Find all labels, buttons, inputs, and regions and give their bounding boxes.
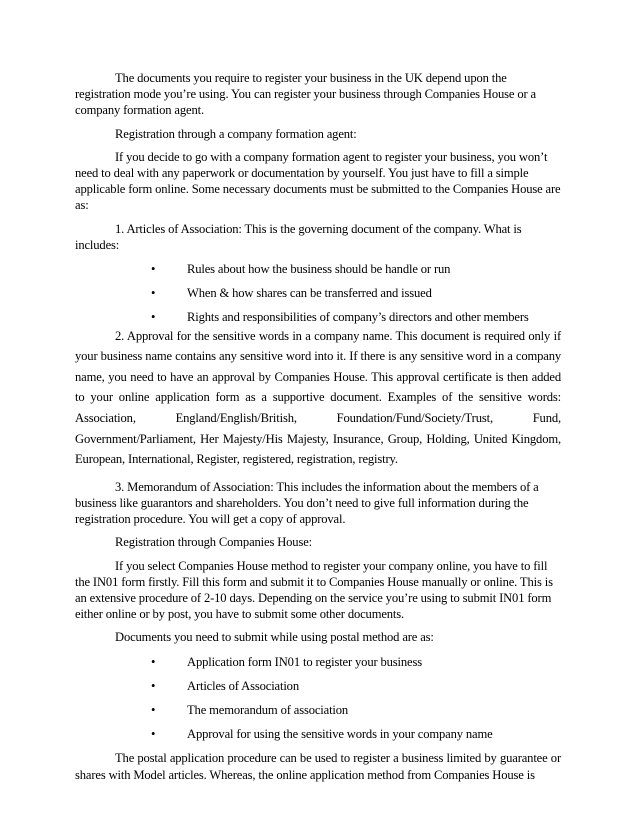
list-item-text: Approval for using the sensitive words in your company name xyxy=(187,727,493,742)
list-item-text: Application form IN01 to register your business xyxy=(187,654,422,669)
postal-intro-paragraph: Documents you need to submit while using postal method are as: xyxy=(115,630,434,645)
list-item-text: When & how shares can be transferred and issued xyxy=(187,286,432,301)
approval-paragraph: 2. Approval for the sensitive words in a company name. This document is required only if your business name contains any sensitive word into it. If there is any sensitive word in a company name, you need to have an approval by Companies House. This approval certificate is then added to your online application form as a supportive document. Examples of the sensitive words: Association, England/English/British, Foundation/Fund/Society/Trust, Fund, Government/Parliament, Her Majesty/His Majesty, Insurance, Group, Holding, United Kingdom, European, International, Register, registered, registration, registry. xyxy=(75,328,561,467)
heading-companies-house: Registration through Companies House: xyxy=(115,535,312,550)
heading-formation-agent: Registration through a company formation agent: xyxy=(115,126,357,141)
memorandum-paragraph: 3. Memorandum of Association: This includes the information about the members of a business like guarantors and shareholders. You don’t need to give full information during the registration procedure. You will get a copy of approval. xyxy=(75,479,539,527)
bullet-icon: • xyxy=(151,262,156,277)
postal-documents-list xyxy=(75,654,561,743)
list-item-text: The memorandum of association xyxy=(187,703,349,718)
closing-paragraph: The postal application procedure can be used to register a business limited by guarantee or shares with Model articles. Whereas, the online application method from Companies House is xyxy=(75,751,561,782)
list-item-text: Rules about how the business should be handle or run xyxy=(187,262,451,277)
formation-agent-paragraph: If you decide to go with a company formation agent to register your business, you won’t need to deal with any paperwork or documentation by yourself. You just have to fill a simple applicable form online. Some necessary documents must be submitted to the Companies House are as: xyxy=(75,149,561,213)
list-item xyxy=(75,285,561,301)
intro-paragraph: The documents you require to register your business in the UK depend upon the registration mode you’re using. You can register your business through Companies House or a company formation agent. xyxy=(75,71,536,118)
articles-intro-paragraph: 1. Articles of Association: This is the governing document of the company. What is includes: xyxy=(75,221,522,252)
bullet-icon: • xyxy=(151,310,156,325)
list-item xyxy=(75,654,561,670)
bullet-icon: • xyxy=(151,286,156,301)
list-item-text: Articles of Association xyxy=(187,678,299,693)
articles-list xyxy=(75,261,561,326)
list-item xyxy=(75,261,561,277)
document-body xyxy=(75,70,561,783)
bullet-icon: • xyxy=(151,703,156,718)
list-item xyxy=(75,726,561,742)
bullet-icon: • xyxy=(151,654,156,669)
list-item xyxy=(75,309,561,325)
list-item xyxy=(75,702,561,718)
list-item xyxy=(75,678,561,694)
bullet-icon: • xyxy=(151,678,156,693)
list-item-text: Rights and responsibilities of company’s directors and other members xyxy=(187,310,529,325)
companies-house-paragraph: If you select Companies House method to register your company online, you have to fill the IN01 form firstly. Fill this form and submit it to Companies House manually or online. This is an extensive procedure of 2-10 days. Depending on the service you’re using to submit IN01 form either online or by post, you have to submit some other documents. xyxy=(75,558,553,622)
bullet-icon: • xyxy=(151,727,156,742)
